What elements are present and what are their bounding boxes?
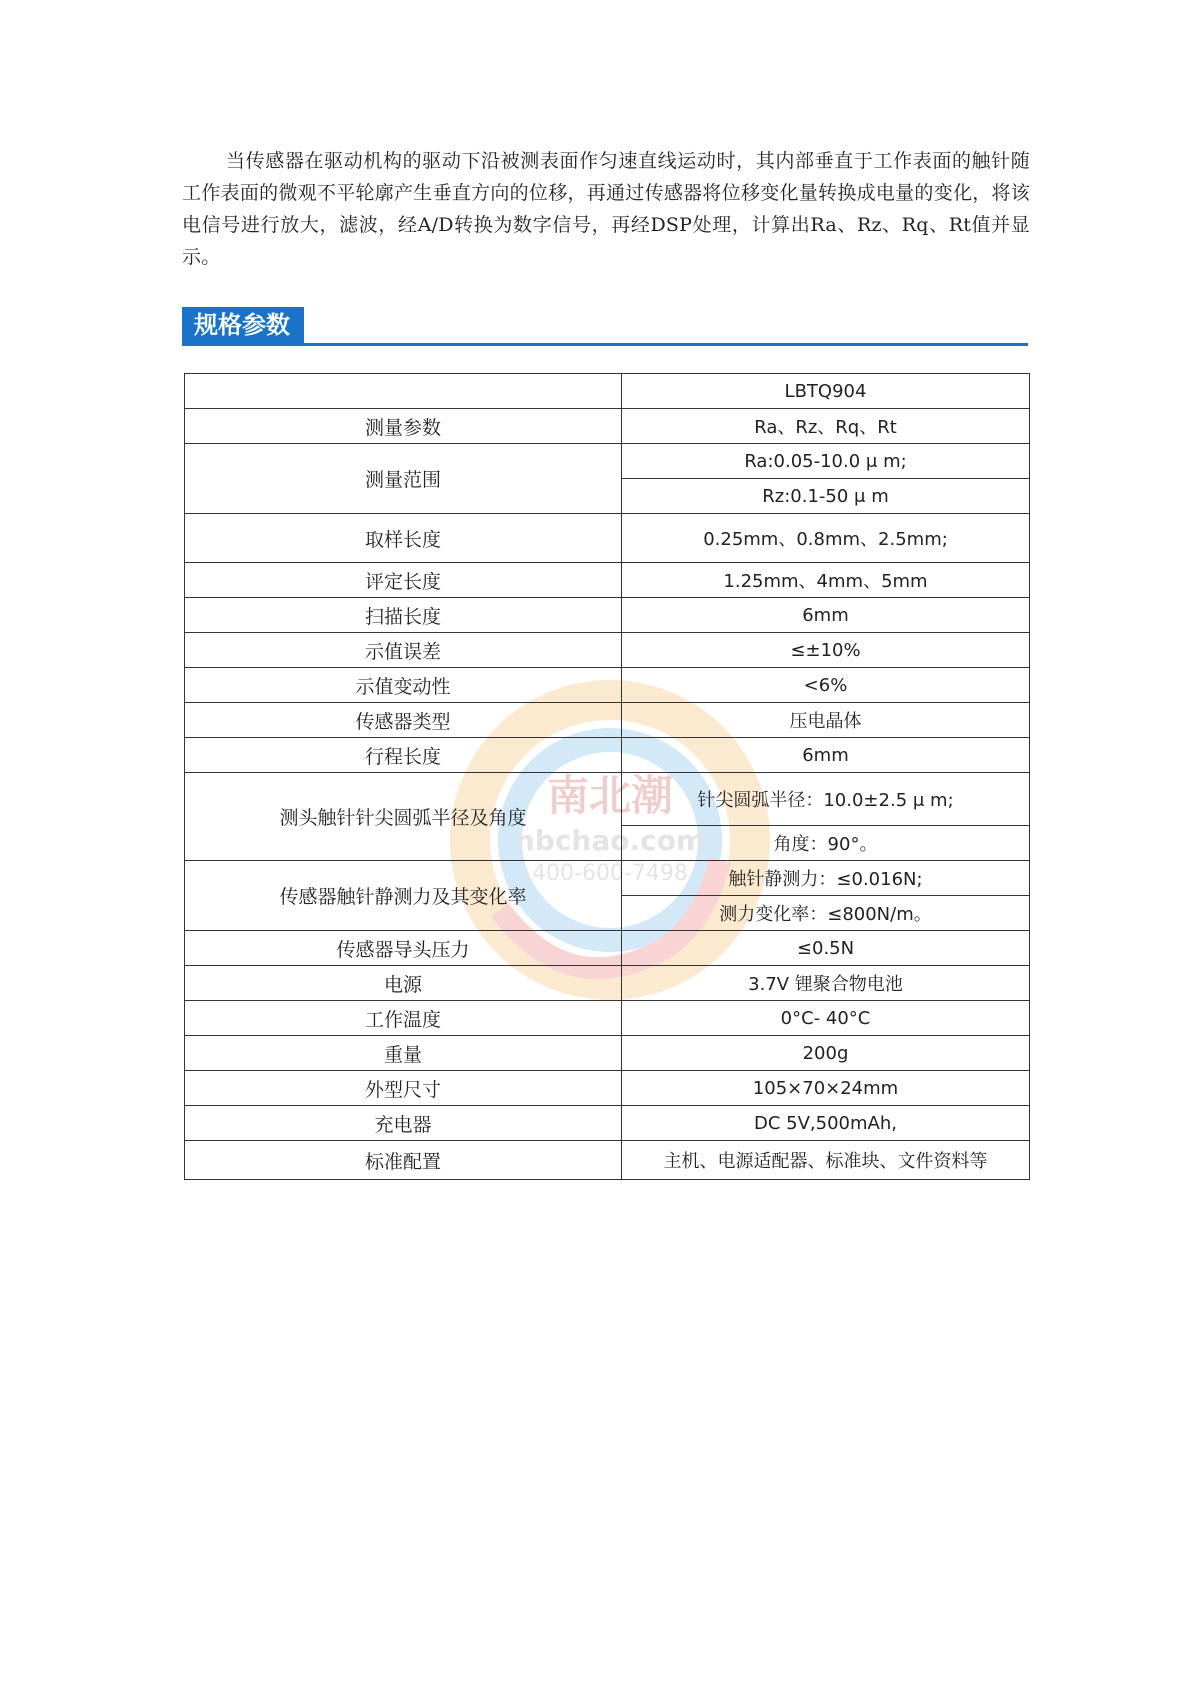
table-row [185,598,1030,633]
spec-key: 传感器触针静测力及其变化率 [185,861,622,931]
table-row [185,966,1030,1001]
spec-key: 测量范围 [185,444,622,514]
spec-key: 充电器 [185,1106,622,1141]
spec-value: 压电晶体 [622,703,1030,738]
spec-value: 针尖圆弧半径：10.0±2.5 μ m; [622,773,1030,826]
spec-value: 0°C- 40°C [622,1001,1030,1036]
watermark-brand-cn: 南北潮 [546,771,674,820]
spec-value: DC 5V,500mAh, [622,1106,1030,1141]
spec-value: Ra、Rz、Rq、Rt [622,409,1030,444]
spec-key-empty [185,374,622,409]
spec-value: 主机、电源适配器、标准块、文件资料等 [622,1141,1030,1180]
table-row [185,374,1030,409]
spec-key: 示值变动性 [185,668,622,703]
section-title: 规格参数 [182,307,304,343]
spec-key: 示值误差 [185,633,622,668]
spec-key: 电源 [185,966,622,1001]
spec-value: 6mm [622,738,1030,773]
table-row [185,861,1030,896]
table-row [185,1071,1030,1106]
watermark-phone: 400-600-7498 [532,861,688,886]
spec-key: 测量参数 [185,409,622,444]
spec-key: 标准配置 [185,1141,622,1180]
table-row [185,444,1030,479]
spec-value: Ra:0.05-10.0 μ m; [622,444,1030,479]
spec-table [184,373,1030,1180]
spec-value: 6mm [622,598,1030,633]
spec-value: Rz:0.1-50 μ m [622,479,1030,514]
spec-key: 传感器类型 [185,703,622,738]
spec-value: ≤±10% [622,633,1030,668]
spec-key: 行程长度 [185,738,622,773]
table-row [185,931,1030,966]
table-row [185,514,1030,563]
spec-value: 测力变化率：≤800N/m。 [622,896,1030,931]
table-row [185,773,1030,826]
spec-key: 取样长度 [185,514,622,563]
spec-key: 扫描长度 [185,598,622,633]
spec-key: 评定长度 [185,563,622,598]
spec-value: 0.25mm、0.8mm、2.5mm; [622,514,1030,563]
spec-value: ≤0.5N [622,931,1030,966]
spec-value: <6% [622,668,1030,703]
table-row [185,409,1030,444]
table-row [185,703,1030,738]
table-row [185,738,1030,773]
spec-value: 3.7V 锂聚合物电池 [622,966,1030,1001]
table-row [185,668,1030,703]
intro-paragraph: 当传感器在驱动机构的驱动下沿被测表面作匀速直线运动时，其内部垂直于工作表面的触针随工作表面的微观不平轮廓产生垂直方向的位移，再通过传感器将位移变化量转换成电量的变化，将该电信号进行放大，滤波，经A/D转换为数字信号，再经DSP处理，计算出Ra、Rz、Rq、Rt值并显示。 [182,150,1030,268]
spec-key: 工作温度 [185,1001,622,1036]
spec-value: 角度：90°。 [622,826,1030,861]
spec-value: 200g [622,1036,1030,1071]
spec-key: 重量 [185,1036,622,1071]
spec-key: 外型尺寸 [185,1071,622,1106]
spec-value: 触针静测力：≤0.016N; [622,861,1030,896]
table-row [185,1141,1030,1180]
table-row [185,633,1030,668]
table-row [185,563,1030,598]
spec-model: LBTQ904 [622,374,1030,409]
table-row [185,1001,1030,1036]
spec-key: 测头触针针尖圆弧半径及角度 [185,773,622,861]
watermark-brand-en: nbchao.com [514,824,706,857]
section-header [182,307,1028,346]
table-row [185,1036,1030,1071]
spec-key: 传感器导头压力 [185,931,622,966]
spec-value: 105×70×24mm [622,1071,1030,1106]
table-row [185,1106,1030,1141]
spec-value: 1.25mm、4mm、5mm [622,563,1030,598]
